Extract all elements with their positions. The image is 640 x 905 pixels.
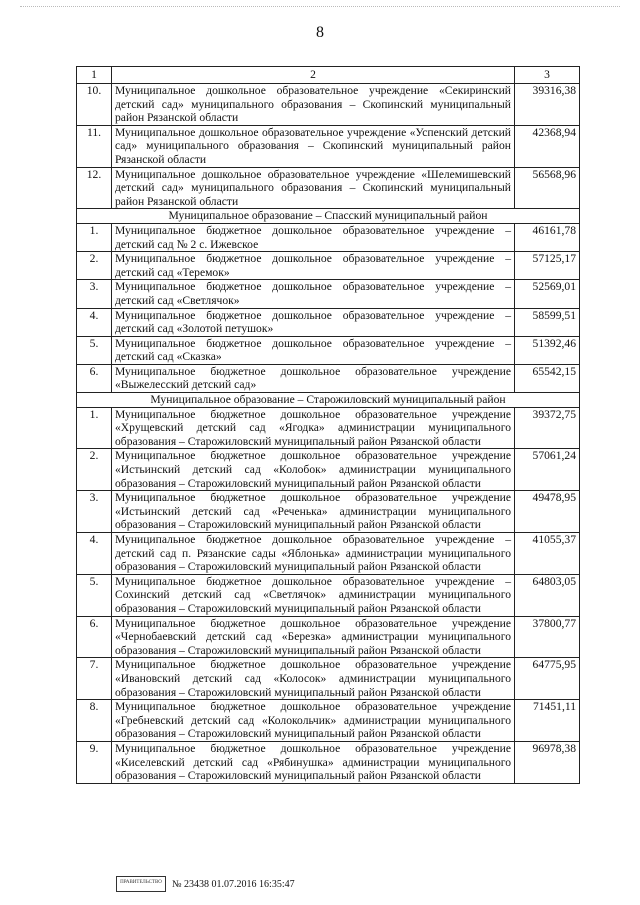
table-row: [77, 491, 580, 533]
row-institution: Муниципальное бюджетное дошкольное образовательное учреждение «Ивановский детский сад «Колосок» администрации муниципального образования – Старожиловский муниципальный район Рязанской области: [112, 658, 515, 700]
row-institution: Муниципальное бюджетное дошкольное образовательное учреждение – детский сад «Теремок»: [112, 252, 515, 280]
row-amount: 64803,05: [515, 574, 580, 616]
row-number: 1.: [77, 407, 112, 449]
row-amount: 39316,38: [515, 84, 580, 126]
row-number: 6.: [77, 364, 112, 392]
table-row: [77, 407, 580, 449]
row-institution: Муниципальное бюджетное дошкольное образовательное учреждение «Чернобаевский детский сад «Березка» администрации муниципального образования – Старожиловский муниципальный район Рязанской области: [112, 616, 515, 658]
row-number: 6.: [77, 616, 112, 658]
table-row: [77, 741, 580, 783]
row-amount: 64775,95: [515, 658, 580, 700]
row-amount: 71451,11: [515, 700, 580, 742]
row-amount: 42368,94: [515, 125, 580, 167]
row-institution: Муниципальное бюджетное дошкольное образовательное учреждение «Гребневский детский сад «Колокольчик» администрации муниципального образования – Старожиловский муниципальный район Рязанской области: [112, 700, 515, 742]
table-row: [77, 658, 580, 700]
row-number: 12.: [77, 167, 112, 209]
table-row: [77, 280, 580, 308]
row-amount: 56568,96: [515, 167, 580, 209]
row-amount: 65542,15: [515, 364, 580, 392]
row-amount: 39372,75: [515, 407, 580, 449]
table-row: [77, 574, 580, 616]
header-col-1: 1: [77, 67, 112, 84]
row-number: 3.: [77, 280, 112, 308]
row-amount: 57061,24: [515, 449, 580, 491]
row-amount: 41055,37: [515, 533, 580, 575]
table-row: [77, 336, 580, 364]
allocation-table: [76, 66, 580, 784]
row-institution: Муниципальное дошкольное образовательное учреждение «Шелемишевский детский сад» муниципального образования – Скопинский муниципальный район Рязанской области: [112, 167, 515, 209]
row-number: 4.: [77, 533, 112, 575]
section-heading: Муниципальное образование – Старожиловский муниципальный район: [77, 393, 580, 408]
row-number: 1.: [77, 223, 112, 251]
row-institution: Муниципальное бюджетное дошкольное образовательное учреждение «Хрущевский детский сад «Ягодка» администрации муниципального образования – Старожиловский муниципальный район Рязанской области: [112, 407, 515, 449]
header-col-2: 2: [112, 67, 515, 84]
doc-reference: № 23438 01.07.2016 16:35:47: [172, 878, 295, 890]
row-number: 9.: [77, 741, 112, 783]
row-number: 4.: [77, 308, 112, 336]
row-institution: Муниципальное бюджетное дошкольное образовательное учреждение «Выжелесский детский сад»: [112, 364, 515, 392]
section-heading: Муниципальное образование – Спасский муниципальный район: [77, 209, 580, 224]
table-row: [77, 616, 580, 658]
row-number: 10.: [77, 84, 112, 126]
scan-marks: [20, 6, 620, 8]
table-row: [77, 308, 580, 336]
row-institution: Муниципальное бюджетное дошкольное образовательное учреждение – детский сад «Золотой петушок»: [112, 308, 515, 336]
table-row: [77, 449, 580, 491]
row-institution: Муниципальное бюджетное дошкольное образовательное учреждение – детский сад «Сказка»: [112, 336, 515, 364]
table-header-row: [77, 67, 580, 84]
table-row: [77, 252, 580, 280]
row-number: 3.: [77, 491, 112, 533]
row-amount: 49478,95: [515, 491, 580, 533]
footer: [116, 876, 295, 892]
row-number: 7.: [77, 658, 112, 700]
row-amount: 58599,51: [515, 308, 580, 336]
table-row: [77, 167, 580, 209]
page-number: 8: [316, 24, 324, 41]
row-institution: Муниципальное бюджетное дошкольное образовательное учреждение – детский сад № 2 с. Ижевское: [112, 223, 515, 251]
section-row: [77, 393, 580, 408]
row-institution: Муниципальное бюджетное дошкольное образовательное учреждение – Сохинский детский сад «Светлячок» администрации муниципального образования – Старожиловский муниципальный район Рязанской области: [112, 574, 515, 616]
row-number: 5.: [77, 336, 112, 364]
row-amount: 51392,46: [515, 336, 580, 364]
row-number: 2.: [77, 252, 112, 280]
table-row: [77, 700, 580, 742]
table-row: [77, 364, 580, 392]
row-amount: 57125,17: [515, 252, 580, 280]
row-institution: Муниципальное бюджетное дошкольное образовательное учреждение «Истьинский детский сад «Реченька» администрации муниципального образования – Старожиловский муниципальный район Рязанской области: [112, 491, 515, 533]
row-amount: 96978,38: [515, 741, 580, 783]
header-col-3: 3: [515, 67, 580, 84]
row-institution: Муниципальное дошкольное образовательное учреждение «Успенский детский сад» муниципального образования – Скопинский муниципальный район Рязанской области: [112, 125, 515, 167]
row-institution: Муниципальное бюджетное дошкольное образовательное учреждение «Киселевский детский сад «Рябинушка» администрации муниципального образования – Старожиловский муниципальный район Рязанской области: [112, 741, 515, 783]
section-row: [77, 209, 580, 224]
table-row: [77, 223, 580, 251]
seal-stamp: ПРАВИТЕЛЬСТВО: [116, 876, 166, 892]
row-amount: 52569,01: [515, 280, 580, 308]
row-amount: 37800,77: [515, 616, 580, 658]
row-institution: Муниципальное бюджетное дошкольное образовательное учреждение – детский сад п. Рязанские сады «Яблонька» администрации муниципального образования – Старожиловский муниципальный район Рязанской области: [112, 533, 515, 575]
row-number: 8.: [77, 700, 112, 742]
table-row: [77, 533, 580, 575]
table-row: [77, 125, 580, 167]
table-row: [77, 84, 580, 126]
row-institution: Муниципальное бюджетное дошкольное образовательное учреждение – детский сад «Светлячок»: [112, 280, 515, 308]
row-number: 5.: [77, 574, 112, 616]
row-institution: Муниципальное дошкольное образовательное учреждение «Секиринский детский сад» муниципального образования – Скопинский муниципальный район Рязанской области: [112, 84, 515, 126]
row-amount: 46161,78: [515, 223, 580, 251]
row-institution: Муниципальное бюджетное дошкольное образовательное учреждение «Истьинский детский сад «Колобок» администрации муниципального образования – Старожиловский муниципальный район Рязанской области: [112, 449, 515, 491]
row-number: 11.: [77, 125, 112, 167]
row-number: 2.: [77, 449, 112, 491]
